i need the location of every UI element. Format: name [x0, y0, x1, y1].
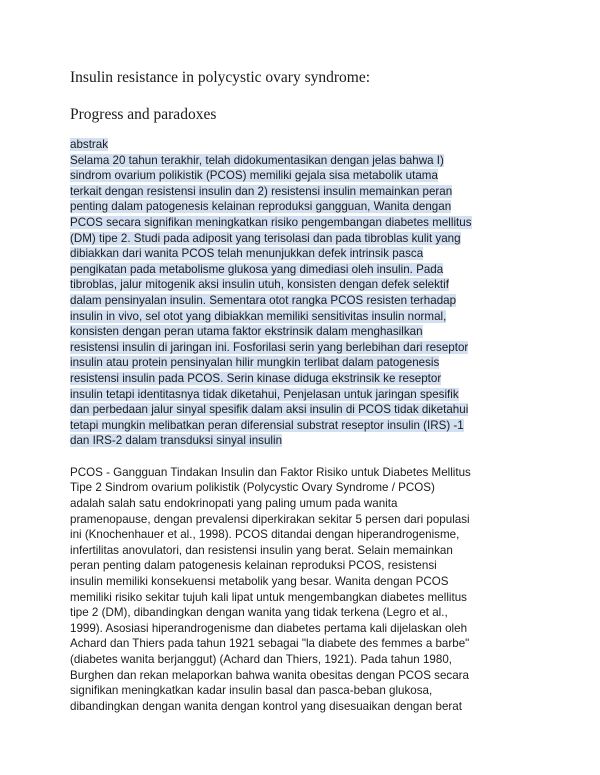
- body-line: insulin memiliki konsekuensi metabolik yang besar. Wanita dengan PCOS: [70, 575, 449, 589]
- body-line: infertilitas anovulatori, dan resistensi insulin yang berat. Selain memainkan: [70, 543, 453, 557]
- abstract-line-selected[interactable]: Selama 20 tahun terakhir, telah didokumentasikan dengan jelas bahwa I): [70, 153, 444, 167]
- body-line: memiliki risiko sekitar tujuh kali lipat untuk mengembangkan diabetes mellitus: [70, 590, 467, 604]
- abstract-line-selected[interactable]: pengikatan pada metabolisme glukosa yang dimediasi oleh insulin. Pada: [70, 262, 444, 276]
- abstract-line-selected[interactable]: insulin in vivo, sel otot yang dibiakkan memiliki sensitivitas insulin normal,: [70, 309, 447, 323]
- abstract-line-selected[interactable]: PCOS secara signifikan meningkatkan risiko pengembangan diabetes mellitus: [70, 215, 472, 229]
- abstract-line-selected[interactable]: dan perbedaan jalur sinyal spesifik dalam aksi insulin di PCOS tidak diketahui: [70, 403, 469, 417]
- body-line: pramenopause, dengan prevalensi diperkirakan sekitar 5 persen dari populasi: [70, 512, 470, 526]
- body-text: [70, 465, 542, 715]
- body-section: [70, 465, 542, 715]
- paper-title-line-2: Progress and paradoxes: [70, 106, 217, 123]
- body-line: 1999). Asosiasi hiperandrogenisme dan diabetes pertama kali dijelaskan oleh: [70, 621, 468, 635]
- abstract-line-selected[interactable]: resistensi insulin pada PCOS. Serin kinase diduga ekstrinsik ke reseptor: [70, 371, 442, 385]
- abstract-line-selected[interactable]: penting dalam patogenesis kelainan reproduksi gangguan, Wanita dengan: [70, 200, 452, 214]
- abstract-line-selected[interactable]: konsisten dengan peran utama faktor ekstrinsik dalam menghasilkan: [70, 325, 423, 339]
- abstract-text: [70, 153, 542, 449]
- abstract-line-selected[interactable]: (DM) tipe 2. Studi pada adiposit yang terisolasi dan pada tibroblas kulit yang: [70, 231, 461, 245]
- body-line: signifikan meningkatkan kadar insulin basal dan pasca-beban glukosa,: [70, 684, 433, 698]
- abstract-line-selected[interactable]: sindrom ovarium polikistik (PCOS) memiliki gejala sisa metabolik utama: [70, 169, 438, 183]
- abstract-line-selected[interactable]: dan IRS-2 dalam transduksi sinyal insulin: [70, 434, 283, 448]
- body-line: dibandingkan dengan wanita dengan kontrol yang disesuaikan dengan berat: [70, 699, 462, 713]
- abstract-line-selected[interactable]: tetapi mungkin melibatkan peran diferensial substrat reseptor insulin (IRS) -1: [70, 418, 464, 432]
- abstract-line-selected[interactable]: dibiakkan dari wanita PCOS telah menunjukkan defek intrinsik pasca: [70, 247, 424, 261]
- abstract-heading[interactable]: abstrak: [70, 138, 109, 151]
- body-line: (diabetes wanita berjanggut) (Achard dan Thiers, 1921). Pada tahun 1980,: [70, 653, 452, 666]
- body-line: PCOS - Gangguan Tindakan Insulin dan Faktor Risiko untuk Diabetes Mellitus: [70, 465, 471, 479]
- body-line: Tipe 2 Sindrom ovarium polikistik (Polycystic Ovary Syndrome / PCOS): [70, 481, 435, 495]
- abstract-line-selected[interactable]: dalam pensinyalan insulin. Sementara otot rangka PCOS resisten terhadap: [70, 293, 457, 307]
- abstract-line-selected[interactable]: insulin atau protein pensinyalan hilir mungkin terlibat dalam patogenesis: [70, 356, 440, 370]
- abstract-section: [70, 137, 542, 449]
- paper-title-line-1: Insulin resistance in polycystic ovary syndrome:: [70, 69, 371, 86]
- body-line: ini (Knochenhauer et al., 1998). PCOS ditandai dengan hiperandrogenisme,: [70, 528, 460, 542]
- abstract-line-selected[interactable]: terkait dengan resistensi insulin dan 2) resistensi insulin memainkan peran: [70, 184, 453, 198]
- abstract-line-selected[interactable]: resistensi insulin di jaringan ini. Fosforilasi serin yang berlebihan dari reseptor: [70, 340, 469, 354]
- abstract-line-selected[interactable]: tibroblas, jalur mitogenik aksi insulin utuh, konsisten dengan defek selektif: [70, 278, 449, 292]
- body-line: tipe 2 (DM), dibandingkan dengan wanita yang tidak terkena (Legro et al.,: [70, 606, 448, 620]
- body-line: Achard dan Thiers pada tahun 1921 sebagai "la diabete des femmes a barbe": [70, 637, 470, 651]
- body-line: adalah salah satu endokrinopati yang paling umum pada wanita: [70, 497, 398, 511]
- abstract-line-selected[interactable]: insulin tetapi identitasnya tidak diketahui, Penjelasan untuk jaringan spesifik: [70, 387, 459, 401]
- body-line: Burghen dan rekan melaporkan bahwa wanita obesitas dengan PCOS secara: [70, 668, 469, 682]
- body-line: peran penting dalam patogenesis kelainan reproduksi PCOS, resistensi: [70, 559, 437, 573]
